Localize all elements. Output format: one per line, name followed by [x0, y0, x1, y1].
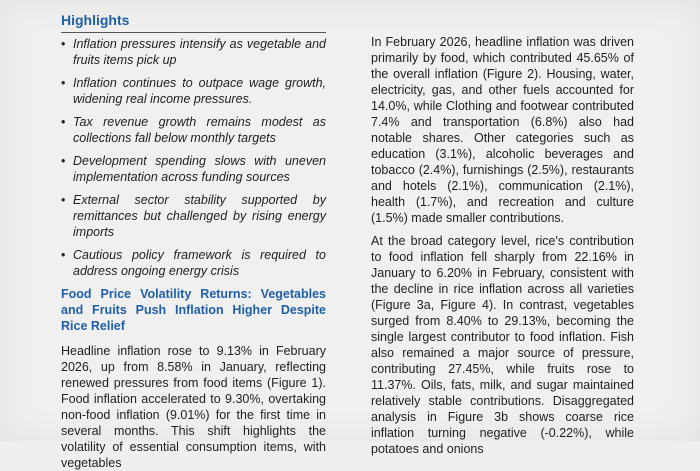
highlight-item: • External sector stability supported by remittances but challenged by rising energy imports: [61, 192, 326, 240]
highlight-item: • Inflation continues to outpace wage growth, widening real income pressures.: [61, 75, 326, 107]
highlight-item: • Cautious policy framework is required to address ongoing energy crisis: [61, 247, 326, 279]
left-column: [61, 10, 326, 471]
highlights-list: [61, 36, 326, 279]
right-column: [371, 34, 634, 457]
body-paragraph: In February 2026, headline inflation was driven primarily by food, which contributed 45.65% of the overall inflation (Figure 2). Housing, water, electricity, gas, and other fuels accounted for 14.0%, while Clothing and footwear contributed 7.4% and transportation (6.8%) also had notable shares. Other categories such as education (3.1%), alcoholic beverages and tobacco (2.4%), furnishings (2.5%), restaurants and hotels (2.1%), communication (2.1%), health (1.7%), and recreation and culture (1.5%) made smaller contributions.: [371, 35, 634, 225]
highlight-item: • Tax revenue growth remains modest as collections fall below monthly targets: [61, 114, 326, 146]
highlights-title: Highlights: [61, 10, 326, 33]
highlight-item: • Development spending slows with uneven implementation across funding sources: [61, 153, 326, 185]
body-paragraph: At the broad category level, rice's contribution to food inflation fell sharply from 22.16% in January to 6.20% in February, consistent with the decline in rice inflation across all varieties (Figure 3a, Figure 4). In contrast, vegetables surged from 8.40% to 29.13%, becoming the single largest contributor to food inflation. Fish also remained a major source of pressure, contributing 27.45%, while fruits rose to 11.37%. Oils, fats, milk, and sugar maintained relatively stable contributions. Disaggregated analysis in Figure 3b shows coarse rice inflation turning negative (-0.22%), while potatoes and onions: [371, 234, 634, 456]
body-paragraph: Headline inflation rose to 9.13% in February 2026, up from 8.58% in January, reflecting renewed pressures from food items (Figure 1). Food inflation accelerated to 9.30%, overtaking non-food inflation (9.01%) for the first time in several months. This shift highlights the volatility of essential consumption items, with vegetables: [61, 344, 326, 470]
highlight-item: • Inflation pressures intensify as vegetable and fruits items pick up: [61, 36, 326, 68]
section-heading: Food Price Volatility Returns: Vegetables and Fruits Push Inflation Higher Despite Rice Relief: [61, 287, 326, 333]
